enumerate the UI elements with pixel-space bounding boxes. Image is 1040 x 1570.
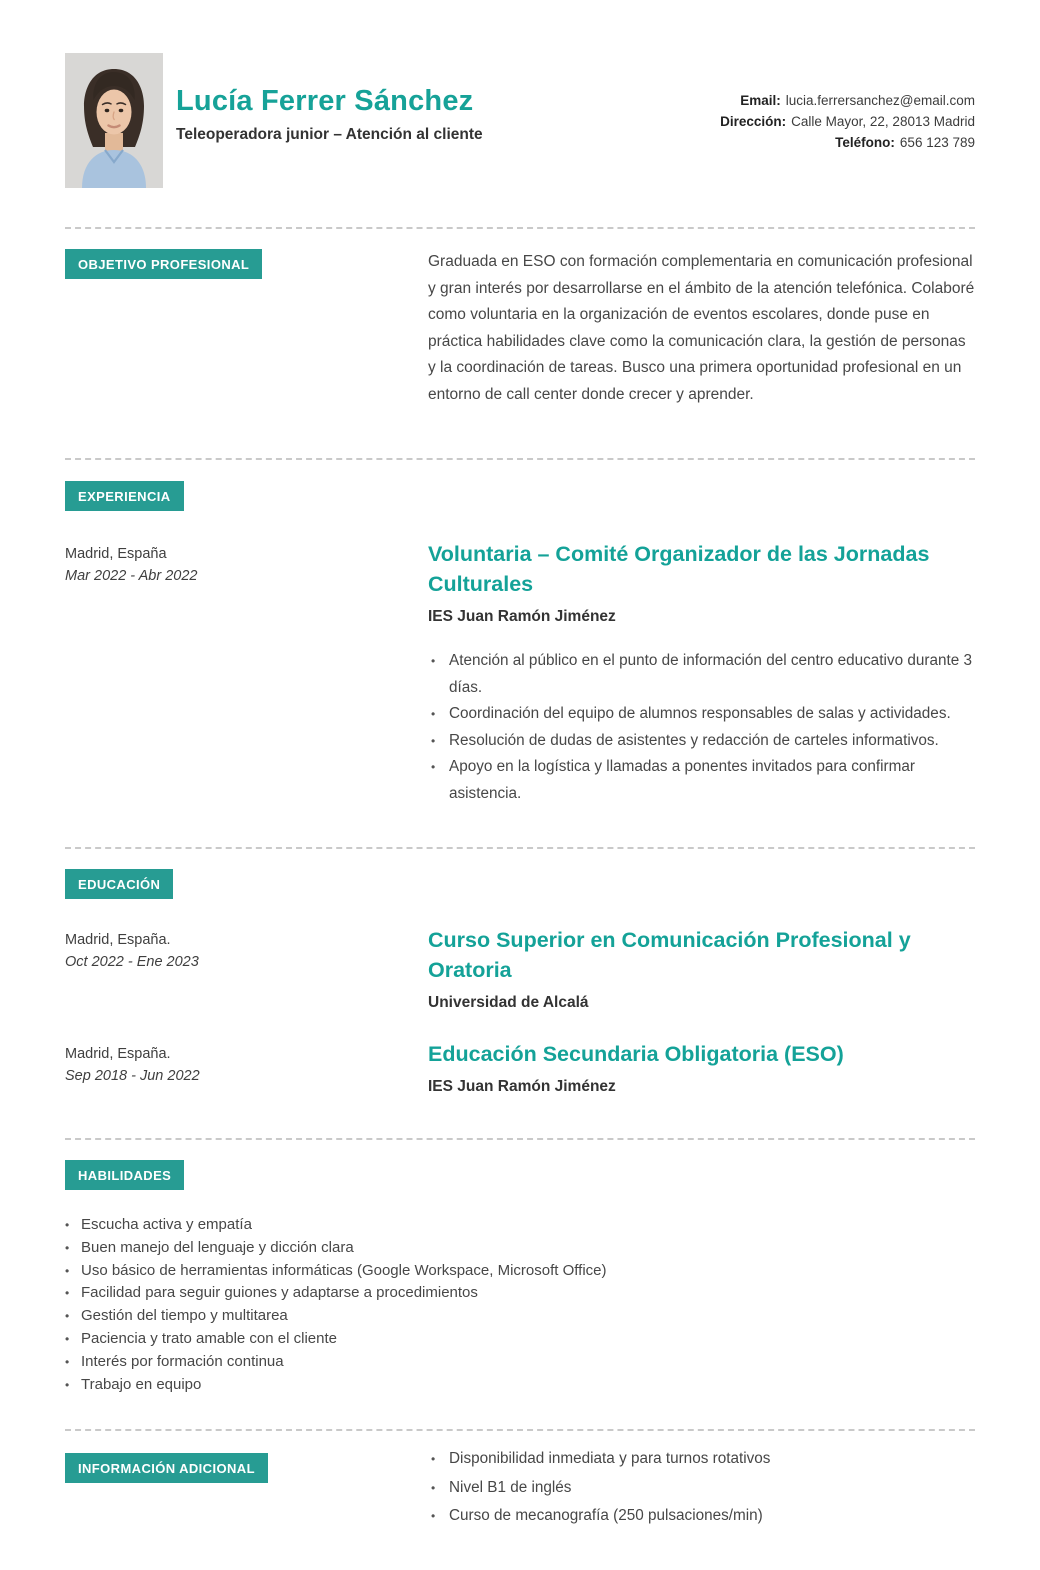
education-section-badge: EDUCACIÓN — [65, 869, 173, 899]
additional-info-item: • Curso de mecanografía (250 pulsaciones/min) — [428, 1502, 975, 1531]
email-value: lucia.ferrersanchez@email.com — [785, 93, 975, 108]
phone-label: Teléfono: — [835, 135, 895, 150]
additional-section-badge: INFORMACIÓN ADICIONAL — [65, 1453, 268, 1483]
contact-block — [720, 53, 975, 153]
skill-item: • Interés por formación continua — [65, 1351, 975, 1374]
education-location: Madrid, España. — [65, 1046, 171, 1062]
education-meta — [65, 1039, 428, 1096]
experience-bullet: • Coordinación del equipo de alumnos responsables de salas y actividades. — [428, 701, 975, 728]
section-objective — [65, 227, 975, 408]
skills-section-badge: HABILIDADES — [65, 1160, 184, 1190]
education-entry — [65, 1039, 975, 1096]
section-education — [65, 847, 975, 1096]
education-organization: Universidad de Alcalá — [428, 994, 589, 1011]
education-detail — [428, 925, 975, 1012]
experience-bullet: • Atención al público en el punto de información del centro educativo durante 3 días. — [428, 648, 975, 701]
section-skills — [65, 1138, 975, 1396]
education-organization: IES Juan Ramón Jiménez — [428, 1078, 616, 1095]
experience-bullet: • Resolución de dudas de asistentes y redacción de carteles informativos. — [428, 728, 975, 755]
additional-badge-col — [65, 1453, 428, 1531]
experience-bullet: • Apoyo en la logística y llamadas a ponentes invitados para confirmar asistencia. — [428, 754, 975, 807]
education-meta — [65, 925, 428, 1012]
skill-item: • Paciencia y trato amable con el cliente — [65, 1328, 975, 1351]
contact-address — [720, 111, 975, 132]
skill-item: • Escucha activa y empatía — [65, 1214, 975, 1237]
education-title: Curso Superior en Comunicación Profesional y Oratoria — [428, 928, 911, 982]
experience-title: Voluntaria – Comité Organizador de las Jornadas Culturales — [428, 542, 930, 596]
experience-meta — [65, 539, 428, 807]
experience-entry — [65, 539, 975, 807]
phone-value: 656 123 789 — [899, 135, 975, 150]
education-dates: Oct 2022 - Ene 2023 — [65, 954, 199, 970]
skill-item: • Buen manejo del lenguaje y dicción clara — [65, 1237, 975, 1260]
experience-detail — [428, 539, 975, 807]
education-dates: Sep 2018 - Jun 2022 — [65, 1068, 200, 1084]
header — [65, 53, 975, 188]
experience-bullet-list — [428, 648, 975, 807]
additional-info-item: • Disponibilidad inmediata y para turnos rotativos — [428, 1445, 975, 1474]
applicant-job-title: Teleoperadora junior – Atención al cliente — [176, 126, 483, 143]
objective-text: Graduada en ESO con formación complementaria en comunicación profesional y gran interés por desarrollarse en el ámbito de la atención telefónica. Colaboré como voluntaria en la organización de eventos escolares, donde puse en práctica habilidades clave como la comunicación clara, la gestión de personas y la coordinación de tareas. Busco una primera oportunidad profesional en un entorno de call center donde crecer y aprender. — [428, 253, 975, 403]
profile-photo — [65, 53, 163, 188]
experience-dates: Mar 2022 - Abr 2022 — [65, 568, 198, 584]
email-label: Email: — [740, 93, 781, 108]
education-entry — [65, 925, 975, 1012]
skill-item: • Gestión del tiempo y multitarea — [65, 1305, 975, 1328]
education-title: Educación Secundaria Obligatoria (ESO) — [428, 1042, 844, 1066]
address-label: Dirección: — [720, 114, 787, 129]
experience-location: Madrid, España — [65, 546, 167, 562]
additional-info-item: • Nivel B1 de inglés — [428, 1474, 975, 1503]
contact-email — [720, 90, 975, 111]
applicant-name: Lucía Ferrer Sánchez — [176, 85, 474, 117]
objective-section-badge: OBJETIVO PROFESIONAL — [65, 249, 262, 279]
additional-info-list — [428, 1445, 975, 1531]
education-detail — [428, 1039, 975, 1096]
skill-item: • Uso básico de herramientas informáticas (Google Workspace, Microsoft Office) — [65, 1260, 975, 1283]
section-experience — [65, 458, 975, 807]
education-location: Madrid, España. — [65, 932, 171, 948]
skill-item: • Facilidad para seguir guiones y adaptarse a procedimientos — [65, 1282, 975, 1305]
address-value: Calle Mayor, 22, 28013 Madrid — [791, 114, 975, 129]
skill-item: • Trabajo en equipo — [65, 1374, 975, 1397]
section-additional-info — [65, 1429, 975, 1531]
portrait-illustration — [65, 53, 163, 188]
experience-organization: IES Juan Ramón Jiménez — [428, 608, 616, 625]
identity-block — [176, 53, 483, 144]
objective-badge-col — [65, 249, 428, 408]
contact-phone — [720, 132, 975, 153]
skills-list — [65, 1214, 975, 1396]
experience-section-badge: EXPERIENCIA — [65, 481, 184, 511]
